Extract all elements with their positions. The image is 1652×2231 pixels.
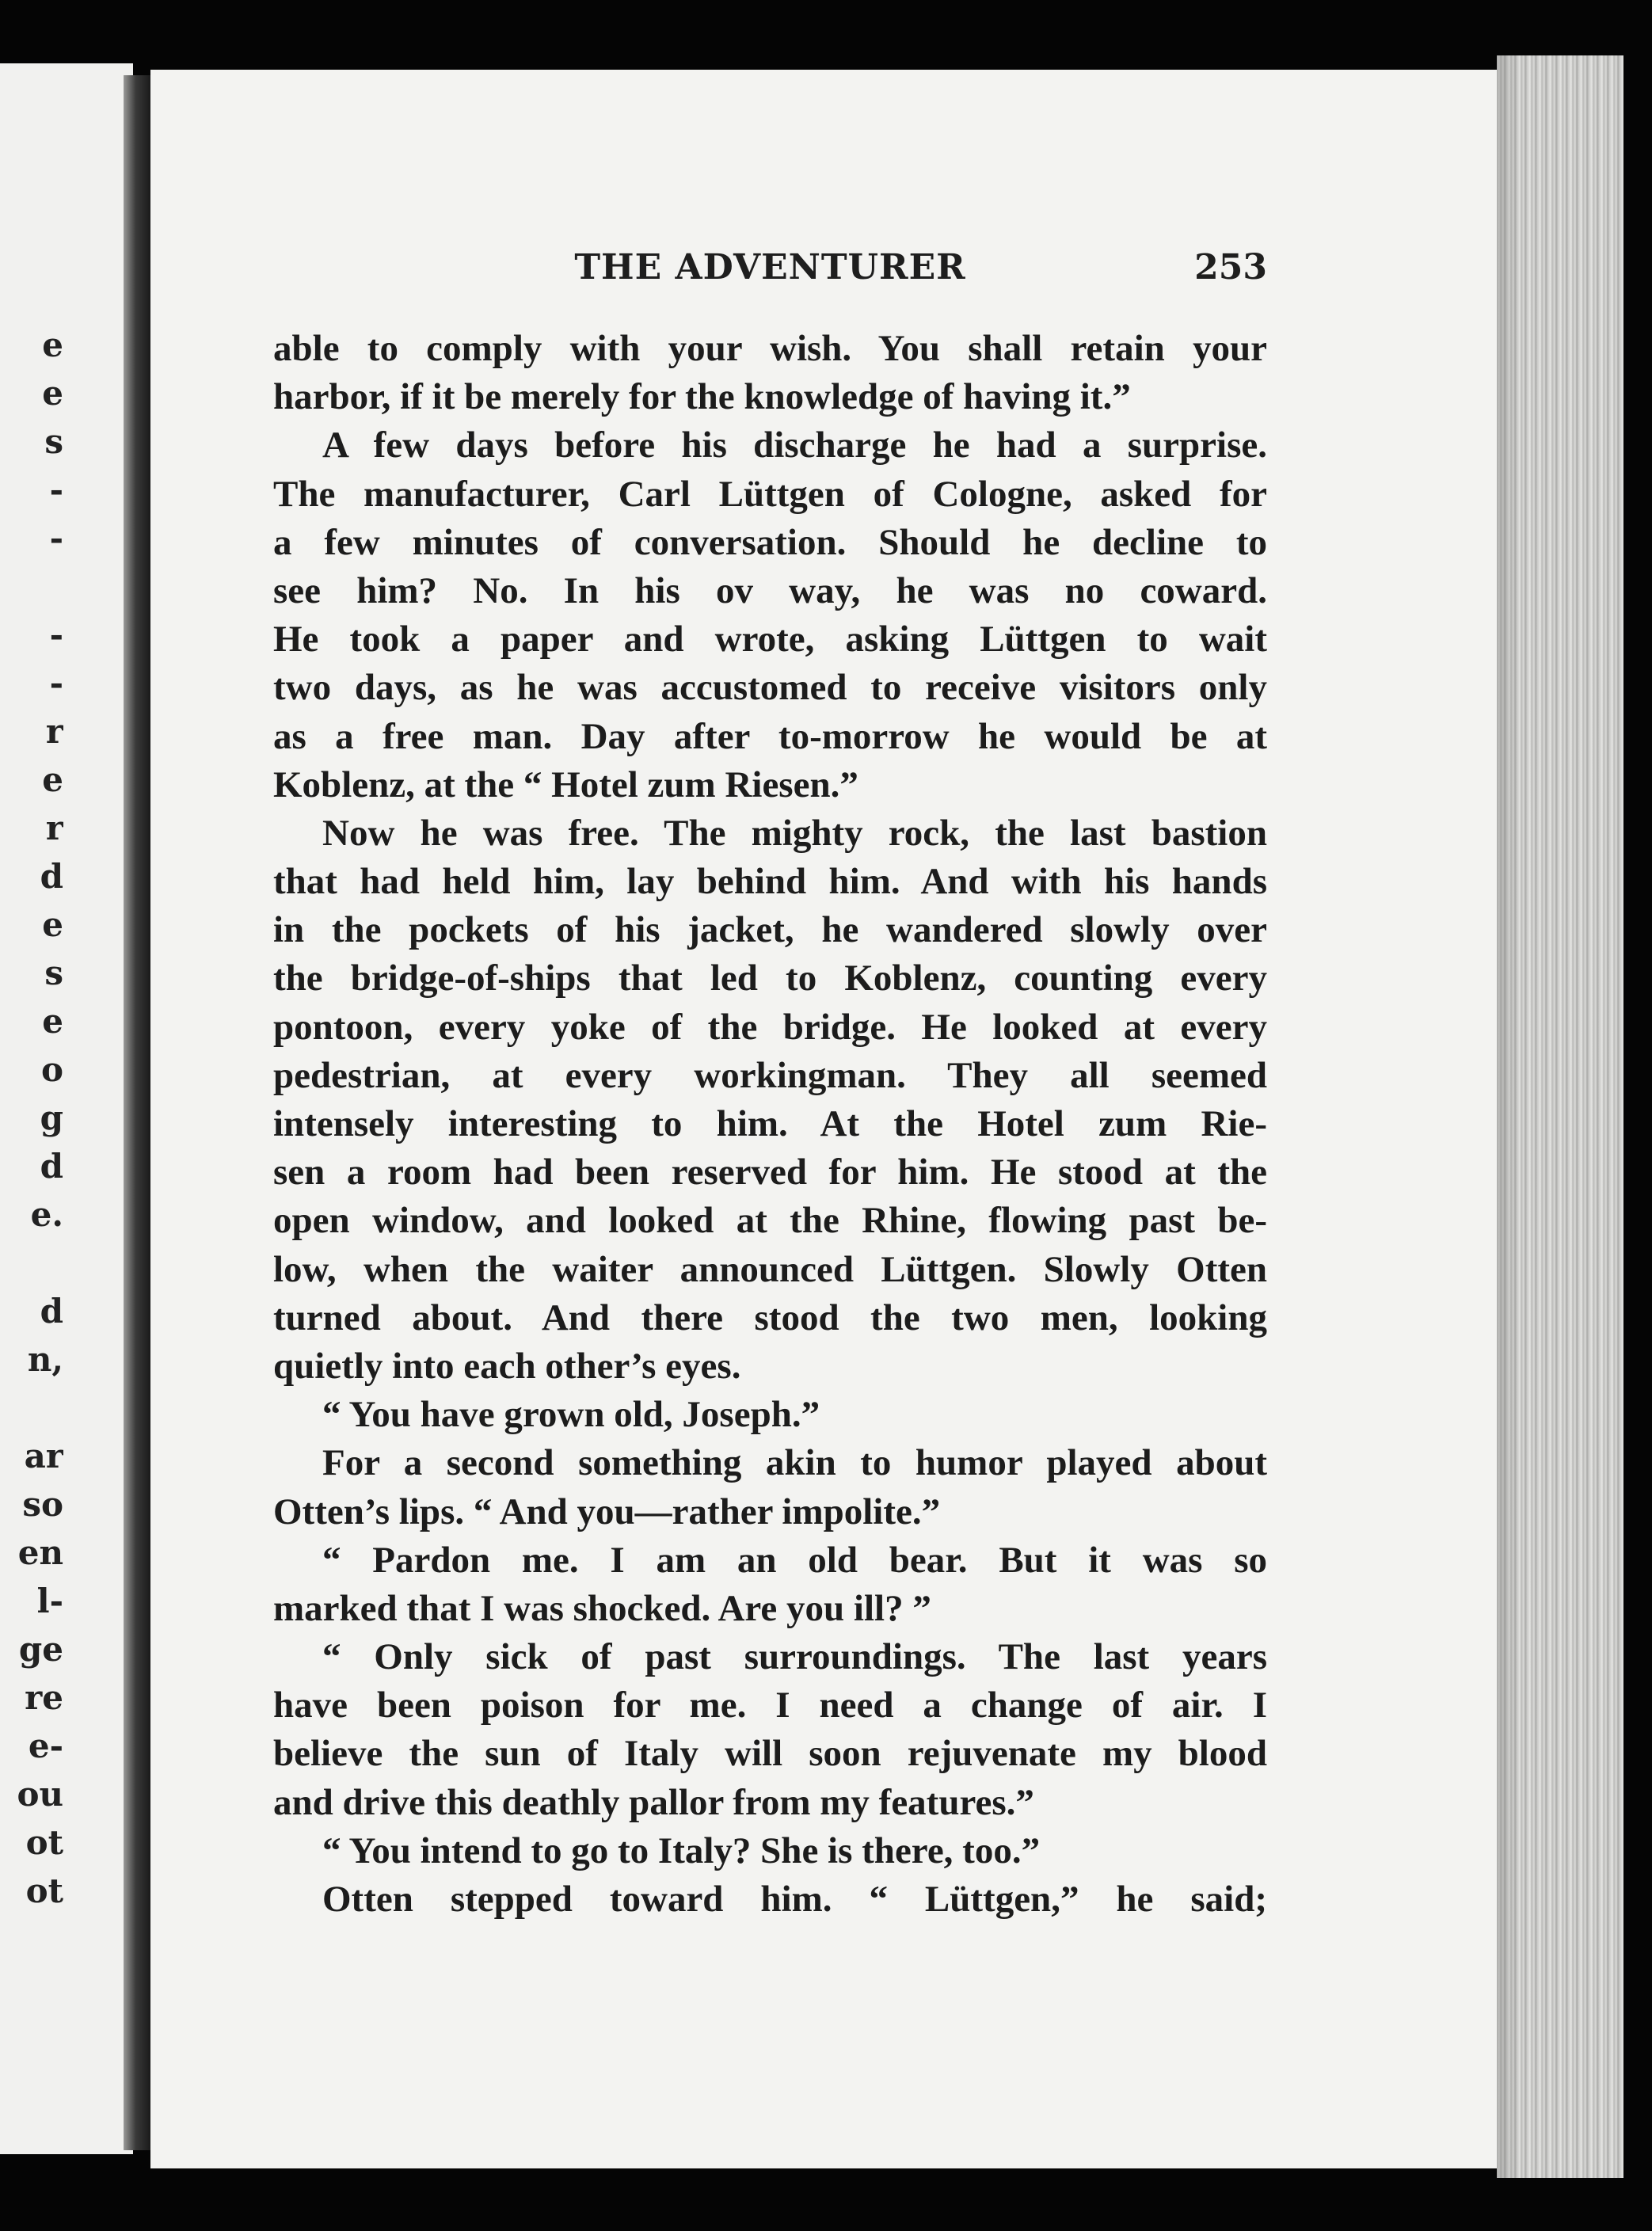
left-page-fragment: r	[45, 809, 63, 847]
left-page-fragment: ou	[17, 1775, 63, 1814]
left-page-fragment: g	[40, 1098, 63, 1137]
text-line: “ Only sick of past surroundings. The last years	[322, 1636, 1267, 1678]
text-line: harbor, if it be merely for the knowledge of having it.”	[273, 376, 1131, 418]
text-line: pedestrian, at every workingman. They all seemed	[273, 1054, 1267, 1096]
page-number: 253	[1194, 247, 1267, 287]
text-line: For a second something akin to humor played about	[322, 1442, 1267, 1484]
left-page-fragment: r	[45, 712, 63, 751]
text-line: in the pockets of his jacket, he wandered slowly over	[273, 909, 1267, 951]
text-line: A few days before his discharge he had a surprise.	[322, 424, 1267, 466]
left-page-fragment: e-	[28, 1727, 63, 1765]
left-page-fragment: e	[42, 374, 63, 413]
text-line: pontoon, every yoke of the bridge. He looked at every	[273, 1006, 1267, 1048]
text-line: have been poison for me. I need a change of air. I	[273, 1685, 1267, 1727]
left-page-fragment: ge	[18, 1630, 63, 1669]
left-page-fragment: so	[22, 1485, 63, 1524]
left-page-fragment: o	[40, 1050, 63, 1089]
text-line: “ You intend to go to Italy? She is there, too.”	[322, 1829, 1041, 1871]
left-page-fragment: e	[42, 760, 63, 799]
left-page-fragment: e	[42, 326, 63, 364]
left-page-fragment: ot	[25, 1823, 63, 1862]
left-page-fragment: re	[25, 1678, 63, 1717]
left-page-fragment: -	[49, 470, 63, 509]
text-line: “ Pardon me. I am an old bear. But it was so	[322, 1539, 1267, 1581]
text-line: and drive this deathly pallor from my features.”	[273, 1781, 1034, 1823]
left-page-fragment: s	[44, 954, 63, 992]
text-line: a few minutes of conversation. Should he decline to	[273, 521, 1267, 563]
left-page-fragment: d	[40, 1292, 63, 1331]
text-line: intensely interesting to him. At the Hotel zum Rie-	[273, 1103, 1267, 1144]
text-line: “ You have grown old, Joseph.”	[322, 1394, 820, 1436]
left-page-fragment: en	[17, 1533, 63, 1572]
text-line: Koblenz, at the “ Hotel zum Riesen.”	[273, 763, 858, 805]
left-page-fragment: n,	[27, 1340, 63, 1379]
left-page-fragment: ot	[25, 1871, 63, 1910]
text-line: Otten’s lips. “ And you—rather impolite.”	[273, 1491, 941, 1532]
text-line: believe the sun of Italy will soon rejuvenate my blood	[273, 1733, 1267, 1775]
text-line: able to comply with your wish. You shall retain your	[273, 328, 1267, 369]
left-page-fragment: -	[49, 615, 63, 654]
left-page-fragment: d	[40, 857, 63, 896]
text-line: open window, and looked at the Rhine, flowing past be-	[273, 1200, 1267, 1242]
left-page-fragment: -	[49, 519, 63, 558]
text-line: Otten stepped toward him. “ Lüttgen,” he said;	[322, 1879, 1267, 1920]
left-page-fragment	[0, 562, 63, 611]
text-line: the bridge-of-ships that led to Koblenz, counting every	[273, 958, 1267, 999]
book-gutter	[124, 75, 150, 2150]
text-line: marked that I was shocked. Are you ill? ”	[273, 1587, 931, 1629]
text-line: The manufacturer, Carl Lüttgen of Cologne, asked for	[273, 473, 1267, 515]
left-page-text-fragments	[0, 321, 63, 1915]
page-edge-shadow	[1497, 55, 1521, 2178]
text-line: turned about. And there stood the two men, looking	[273, 1296, 1267, 1338]
left-page-fragment	[0, 1239, 63, 1287]
left-page-fragment: l-	[36, 1582, 63, 1620]
text-line: see him? No. In his ov way, he was no coward.	[273, 569, 1267, 611]
text-line: quietly into each other’s eyes.	[273, 1345, 741, 1387]
running-head	[273, 247, 1267, 303]
left-page-fragment: s	[44, 422, 63, 461]
body-text	[273, 325, 1267, 1924]
text-line: low, when the waiter announced Lüttgen. Slowly Otten	[273, 1248, 1267, 1290]
left-page-fragment: e	[42, 905, 63, 944]
left-page-fragment: e	[42, 1002, 63, 1041]
text-line: as a free man. Day after to-morrow he would be at	[273, 715, 1267, 757]
left-page-fragment	[0, 1384, 63, 1432]
left-page-fragment: d	[40, 1147, 63, 1186]
text-line: two days, as he was accustomed to receive visitors only	[273, 667, 1267, 709]
text-line: He took a paper and wrote, asking Lüttgen to wait	[273, 619, 1267, 661]
left-page-fragment: e.	[30, 1195, 63, 1234]
text-line: that had held him, lay behind him. And with his hands	[273, 861, 1267, 903]
left-page-fragment: -	[49, 664, 63, 702]
running-title: THE ADVENTURER	[574, 247, 966, 287]
text-line: Now he was free. The mighty rock, the last bastion	[322, 812, 1267, 854]
left-page-fragment: ar	[24, 1437, 63, 1475]
text-line: sen a room had been reserved for him. He stood at the	[273, 1152, 1267, 1194]
